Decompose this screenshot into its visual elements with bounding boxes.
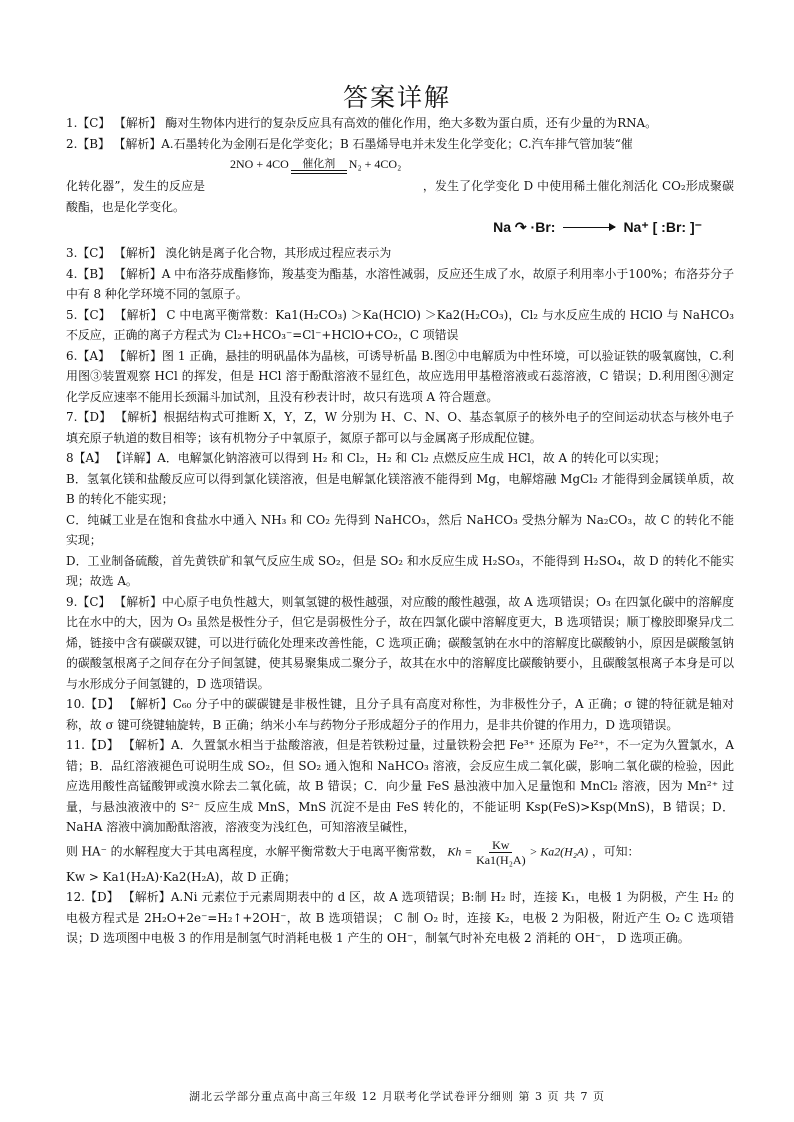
answer-q11-a: 11.【D】 【解析】A．久置氯水相当于盐酸溶液，但是若铁粉过量，过量铁粉会把 Fe³⁺ 还原为 Fe²⁺，不一定为久置氯水，A 错；B．品红溶液褪色可说明生成 SO₂，但 SO₂ 通入饱和 NaHCO₃ 溶液，会反应生成二氧化碳，影响二氧化碳的检验，因此应选用酸性高锰酸钾或溴水除去二氧化硫，故 B 错误；C．向少量 FeS 悬浊液中加入足量饱和 MnCl₂ 溶液，因为 Mn²⁺ 过量，与悬浊液液中的 S²⁻ 反应生成 MnS，MnS 沉淀不是由 FeS 转化的，不能证明 Ksp(FeS)>Ksp(MnS)，B 错误；D．NaHA 溶液中滴加酚酞溶液，溶液变为浅红色，可知溶液呈碱性，	[66, 738, 734, 834]
answer-q8-a: 8【A】 【详解】A．电解氯化钠溶液可以得到 H₂ 和 Cl₂，H₂ 和 Cl₂ 点燃反应生成 HCl，故 A 的转化可以实现；	[66, 451, 666, 465]
q3-lewis-row	[66, 217, 734, 243]
q11-kh: Kh =	[447, 844, 473, 858]
answer-q1: 1.【C】 【解析】 酶对生物体内进行的复杂反应具有高效的催化作用，绝大多数为蛋白质，还有少量的为RNA。	[66, 116, 658, 130]
q11-text: 则 HA⁻ 的水解程度大于其电离程度，水解平衡常数大于电离平衡常数，	[66, 844, 444, 858]
lewis-right: Na⁺ [ :Br: ]⁻	[623, 219, 702, 235]
q2-eq-right: N₂ + 4CO₂	[348, 157, 402, 171]
answer-q8-d: D．工业制备硫酸，首先黄铁矿和氧气反应生成 SO₂，但是 SO₂ 和水反应生成 H₂SO₃，不能得到 H₂SO₄，故 D 的转化不能实现；故选 A。	[66, 553, 734, 588]
equals-arrow-icon	[291, 170, 347, 174]
q2-equation	[230, 154, 401, 174]
q2-eq-arrow	[291, 158, 347, 174]
q11-know: ，可知：	[591, 844, 640, 858]
answer-q11-b	[66, 838, 734, 867]
answer-q3: 3.【C】 【解析】 溴化钠是离子化合物，其形成过程应表示为	[66, 246, 392, 260]
page-title: 答案详解	[342, 83, 451, 112]
answer-q2-line2: 化转化器”，发生的反应是 ，发生了化学变化 D 中使用稀土催化剂活化 CO₂形成聚碳酸酯，也是化学变化。	[66, 179, 734, 214]
answer-q11-c: Kw > Ka1(H₂A)·Ka2(H₂A)，故 D 正确；	[66, 869, 296, 884]
answer-q8-b: B．氢氧化镁和盐酸反应可以得到氯化镁溶液，但是电解氯化镁溶液不能得到 Mg，电解熔融 MgCl₂ 才能得到金属镁单质，故 B 的转化不能实现；	[66, 471, 734, 506]
q11-gt: > Ka2(H₂A)	[529, 844, 589, 858]
q11-frac-num: Kw	[489, 838, 512, 853]
answer-q8-c: C．纯碱工业是在饱和食盐水中通入 NH₃ 和 CO₂ 先得到 NaHCO₃，然后 NaHCO₃ 受热分解为 Na₂CO₃，故 C 的转化不能实现；	[66, 512, 734, 547]
answer-q5: 5.【C】 【解析】 C 中电离平衡常数：Ka1(H₂CO₃) ＞Ka(HClO) ＞Ka2(H₂CO₃)，Cl₂ 与水反应生成的 HClO 与 NaHCO₃ 不反应，正确的离子方程式为 Cl₂+HCO₃⁻=Cl⁻+HClO+CO₂，C 项错误	[66, 307, 734, 342]
answer-q4: 4.【B】 【解析】A 中布洛芬成酯修饰，羧基变为酯基，水溶性减弱，反应还生成了水，故原子利用率小于100%；布洛芬分子中有 8 种化学环境不同的氢原子。	[66, 266, 734, 301]
page-footer: 湖北云学部分重点高中高三年级 12 月联考化学试卷评分细则 第 3 页 共 7 页	[189, 1090, 605, 1103]
reaction-arrow-icon	[563, 227, 615, 228]
answer-q6: 6.【A】 【解析】图 1 正确，悬挂的明矾晶体为晶核，可诱导析晶 B.图②中电解质为中性环境，可以验证铁的吸氧腐蚀，C.利用图③装置观察 HCl 的挥发，但是 HCl 溶于酚酞溶液不显红色，故应选用甲基橙溶液或石蕊溶液，C 错误；D.利用图④测定化学反应速率不能用长颈漏斗加试剂，且没有秒表计时，故只有选项 A 符合题意。	[66, 348, 734, 404]
q11-fraction	[476, 838, 526, 867]
q3-lewis-diagram	[493, 217, 702, 238]
answer-q12: 12.【D】 【解析】A.Ni 元素位于元素周期表中的 d 区，故 A 选项错误；B:制 H₂ 时，连接 K₁，电极 1 为阴极，产生 H₂ 的电极方程式是 2H₂O+2e⁻=H₂↑+2OH⁻，故 B 选项错误； C 制 O₂ 时，连接 K₂，电极 2 为阳极，附近产生 O₂ C 选项错误；D 选项图中电极 3 的作用是制氢气时消耗电极 1 产生的 OH⁻，制氧气时补充电极 2 消耗的 OH⁻， D 选项正确。	[66, 890, 734, 945]
q2-equation-row	[66, 154, 734, 176]
answer-q9: 9.【C】 【解析】中心原子电负性越大，则氧氢键的极性越强，对应酸的酸性越强，故 A 选项错误；O₃ 在四氯化碳中的溶解度比在水中的大，因为 O₃ 虽然是极性分子，但它是弱极性分子，故在四氯化碳中溶解度更大，B 选项错误；顺丁橡胶即聚异戊二烯，链接中含有碳碳双键，可以进行硫化处理来改善性能，C 选项正确；碳酸氢钠在水中的溶解度比碳酸钠小，原因是碳酸氢钠的碳酸氢根离子之间存在分子间氢键，使其易聚集成二聚分子，故其在水中的溶解度比碳酸钠要小，且碳酸氢根离子本身是可以与水形成分子间氢键的，D 选项错误。	[66, 594, 734, 691]
q2-eq-catalyst-label: 催化剂	[302, 158, 336, 170]
answer-q7: 7.【D】 【解析】根据结构式可推断 X，Y，Z，W 分别为 H、C、N、O、基态氧原子的核外电子的空间运动状态与核外电子填充原子轨道的数目相等；该有机物分子中氧原子，氮原子都可以与金属离子形成配位键。	[66, 410, 734, 445]
answer-q10: 10.【D】 【解析】C₆₀ 分子中的碳碳键是非极性键，且分子具有高度对称性，为非极性分子，A 正确；σ 键的特征就是轴对称，故 σ 键可绕键轴旋转，B 正确；纳米小车与药物分子形成超分子的作用力，是非共价键的作用力，D 选项错误。	[66, 697, 734, 732]
answer-q2-line1: 2.【B】 【解析】A.石墨转化为金刚石是化学变化；B 石墨烯导电并未发生化学变化；C.汽车排气管加装“催	[66, 136, 633, 151]
answer-content	[66, 113, 734, 949]
q2-eq-left: 2NO + 4CO	[230, 157, 289, 171]
lewis-left: Na ↷ ·Br:	[493, 219, 556, 235]
q11-frac-den: Ka1(H₂A)	[476, 852, 526, 867]
